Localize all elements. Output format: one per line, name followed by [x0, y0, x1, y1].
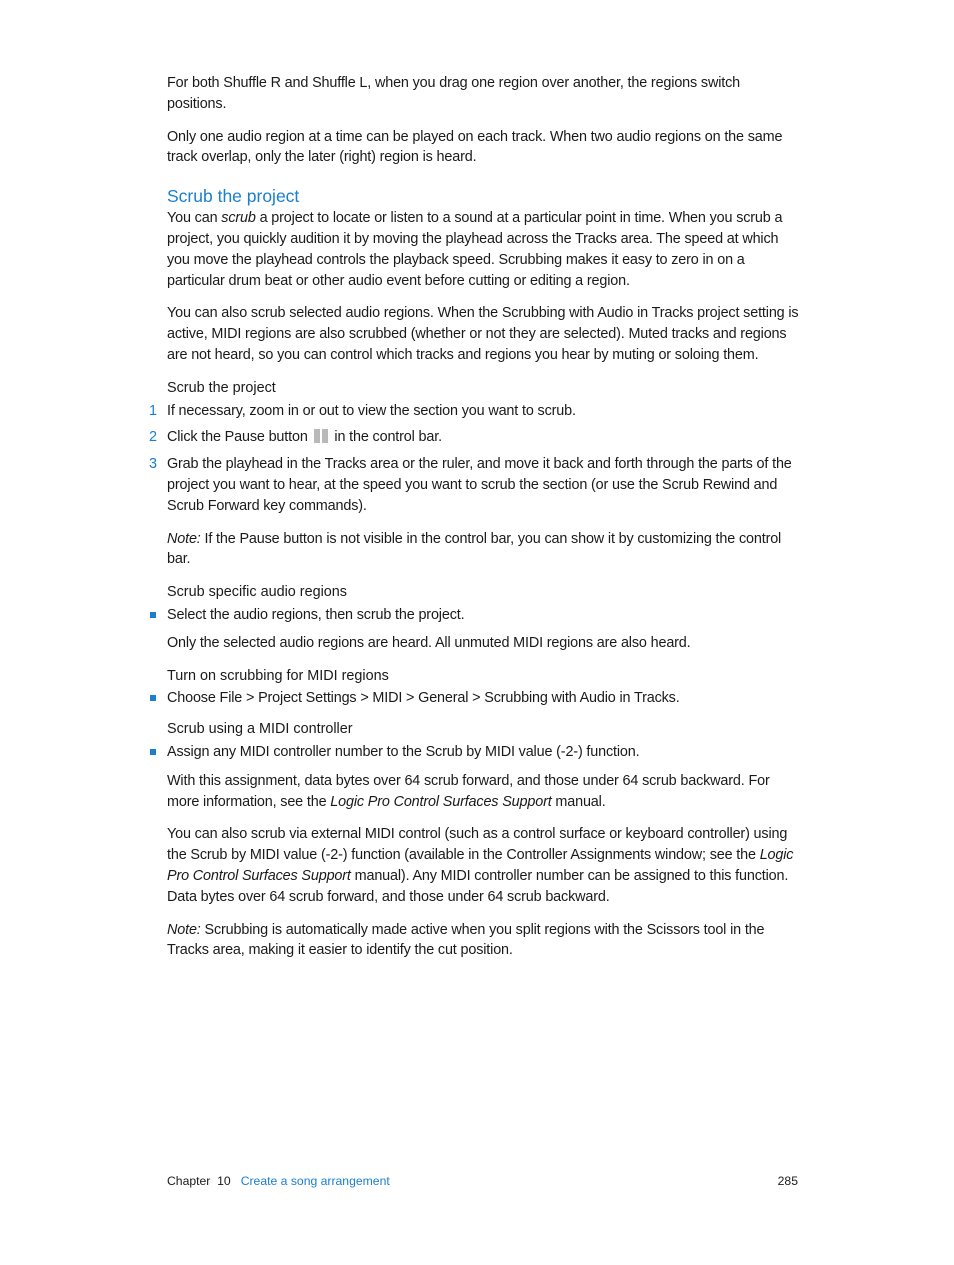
p1-text-b: manual.: [551, 793, 606, 810]
bullet-item: [167, 742, 801, 763]
step-2: [149, 427, 801, 448]
step-1: [149, 401, 801, 422]
task-heading-scrub-project: Scrub the project: [167, 379, 276, 396]
page-number: 285: [777, 1174, 798, 1188]
section-heading: Scrub the project: [167, 186, 300, 207]
step-text: If necessary, zoom in or out to view the section you want to scrub.: [167, 402, 576, 419]
pause-icon: [314, 429, 329, 443]
section-p1-italic-term: scrub: [221, 210, 256, 227]
note-label: Note:: [167, 921, 201, 938]
task-heading-midi-scrubbing: Turn on scrubbing for MIDI regions: [167, 667, 389, 684]
bullet-square-icon: [150, 695, 156, 701]
note-scissors: [167, 920, 801, 962]
p1-text-a: With this assignment, data bytes over 64 scrub forward, and those under 64 scrub backward. For more information, see the: [167, 772, 770, 810]
step-number: 1: [149, 402, 158, 419]
midi-controller-paragraph-1: [167, 771, 801, 813]
step-text: [167, 427, 801, 448]
manual-title-italic: Logic Pro Control Surfaces Support: [330, 793, 552, 810]
bullet-text: Assign any MIDI controller number to the Scrub by MIDI value (-2-) function.: [167, 743, 640, 760]
bullet-text: Select the audio regions, then scrub the project.: [167, 606, 465, 623]
step-3: [149, 454, 801, 516]
p2-text-a: You can also scrub via external MIDI control (such as a control surface or keyboard controller) using the Scrub by MIDI value (-2-) function (available in the Controller Assignments window; see the: [167, 826, 788, 864]
footer-chapter-label: Chapter 10: [167, 1174, 231, 1188]
p2-text-b: manual). Any MIDI controller number can be assigned to this function. Data bytes over 64 scrub forward, and those under 64 scrub backward.: [167, 867, 789, 905]
bullet-square-icon: [150, 612, 156, 618]
step-text: Grab the playhead in the Tracks area or the ruler, and move it back and forth through the parts of the project you want to hear, at the speed you want to scrub the section (or use the Scrub Rewind and Scrub Forward key commands).: [167, 456, 792, 514]
section-p1-text-a: You can: [167, 210, 222, 227]
audio-regions-followup: Only the selected audio regions are heard. All unmuted MIDI regions are also heard.: [167, 634, 691, 651]
page-content: [149, 73, 801, 973]
note-pause-button: [167, 529, 801, 571]
step-number: 3: [149, 456, 158, 473]
manual-title-italic: Logic Pro Control Surfaces Support: [167, 847, 794, 884]
bullet-item: [167, 688, 801, 709]
midi-controller-paragraph-2: [167, 824, 801, 907]
intro-paragraph-2: Only one audio region at a time can be played on each track. When two audio regions on the same track overlap, only the later (right) region is heard.: [167, 128, 783, 166]
step-2-text-a: Click the Pause button: [167, 429, 312, 446]
note-text: If the Pause button is not visible in the control bar, you can show it by customizing the control bar.: [167, 530, 782, 568]
step-number: 2: [149, 429, 158, 446]
section-paragraph-1: [167, 208, 801, 291]
section-paragraph-2: You can also scrub selected audio regions. When the Scrubbing with Audio in Tracks project setting is active, MIDI regions are also scrubbed (whether or not they are selected). Muted tracks and regions are not heard, so you can control which tracks and regions you hear by muting or soloing them.: [167, 305, 799, 363]
bullet-text: Choose File > Project Settings > MIDI > General > Scrubbing with Audio in Tracks.: [167, 690, 680, 707]
page-footer: [167, 1172, 798, 1190]
step-2-text-b: in the control bar.: [330, 429, 442, 446]
task-heading-scrub-audio-regions: Scrub specific audio regions: [167, 584, 347, 601]
note-label: Note:: [167, 530, 201, 547]
section-p1-text-b: a project to locate or listen to a sound at a particular point in time. When you scrub a project, you quickly audition it by moving the playhead across the Tracks area. The speed at which you move the playhead controls the playback speed. Scrubbing makes it easy to zero in on a particular drum beat or other audio event before cutting or editing a region.: [167, 210, 783, 289]
intro-paragraph-1: For both Shuffle R and Shuffle L, when you drag one region over another, the regions switch positions.: [167, 75, 741, 112]
bullet-square-icon: [150, 749, 156, 755]
footer-chapter-link[interactable]: Create a song arrangement: [240, 1174, 390, 1188]
task-heading-midi-controller: Scrub using a MIDI controller: [167, 721, 353, 738]
note-text: Scrubbing is automatically made active when you split regions with the Scissors tool in the Tracks area, making it easier to identify the cut position.: [167, 921, 765, 959]
bullet-item: [167, 605, 801, 626]
